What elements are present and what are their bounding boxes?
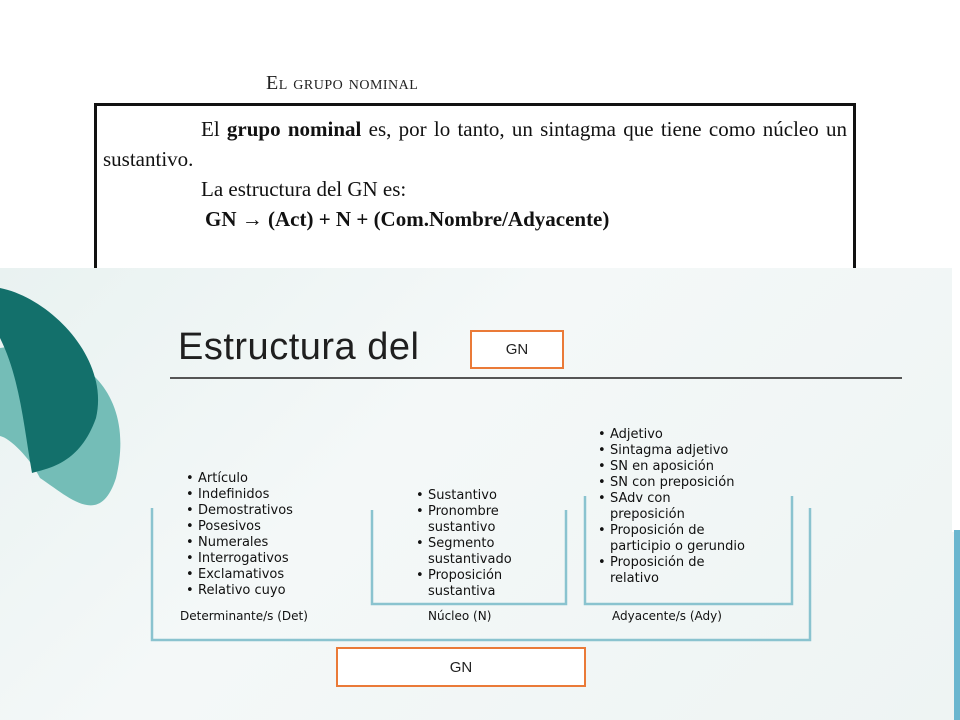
footer-nucleo: Núcleo (N) [428, 609, 492, 623]
diagram-title: Estructura del [178, 326, 420, 368]
list-item: • Proposición sustantiva [414, 568, 538, 600]
right-accent-bar [954, 530, 960, 720]
right-strip [952, 262, 960, 532]
list-item: • Sintagma adjetivo [596, 443, 750, 459]
list-item: • Artículo [184, 471, 293, 487]
list-item: • Relativo cuyo [184, 583, 293, 599]
list-item: • SN en aposición [596, 459, 750, 475]
footer-adyacentes: Adyacente/s (Ady) [612, 609, 722, 623]
list-item: • Numerales [184, 535, 293, 551]
list-item: • Proposición de relativo [596, 555, 750, 587]
gn-formula: GN → (Act) + N + (Com.Nombre/Adyacente) [205, 207, 610, 231]
structure-intro: La estructura del GN es: [201, 177, 407, 201]
list-item: • SAdv con preposición [596, 491, 720, 523]
list-item: • Pronombre sustantivo [414, 504, 548, 536]
list-item: • Demostrativos [184, 503, 293, 519]
list-item: • Interrogativos [184, 551, 293, 567]
definition-text-box [94, 103, 856, 271]
list-item: • Exclamativos [184, 567, 293, 583]
list-item: • Adjetivo [596, 427, 750, 443]
list-item: • Posesivos [184, 519, 293, 535]
list-item: • Indefinidos [184, 487, 293, 503]
definition-paragraph: El grupo nominal es, por lo tanto, un sintagma que tiene como núcleo un sustantivo. [103, 117, 848, 171]
determinantes-list [184, 471, 293, 599]
footer-determinantes: Determinante/s (Det) [180, 609, 308, 623]
gn-label-bottom: GN [336, 647, 586, 687]
list-item: • Segmento sustantivado [414, 536, 553, 568]
nucleo-list [414, 488, 553, 600]
term-bold: grupo nominal [226, 117, 362, 141]
list-item: • Sustantivo [414, 488, 553, 504]
gn-label-top: GN [470, 330, 564, 369]
adyacentes-list [596, 427, 750, 587]
slide-title: El grupo nominal [266, 72, 419, 94]
list-item: • SN con preposición [596, 475, 750, 491]
list-item: • Proposición de participio o gerundio [596, 523, 750, 555]
title-rule [170, 377, 902, 379]
